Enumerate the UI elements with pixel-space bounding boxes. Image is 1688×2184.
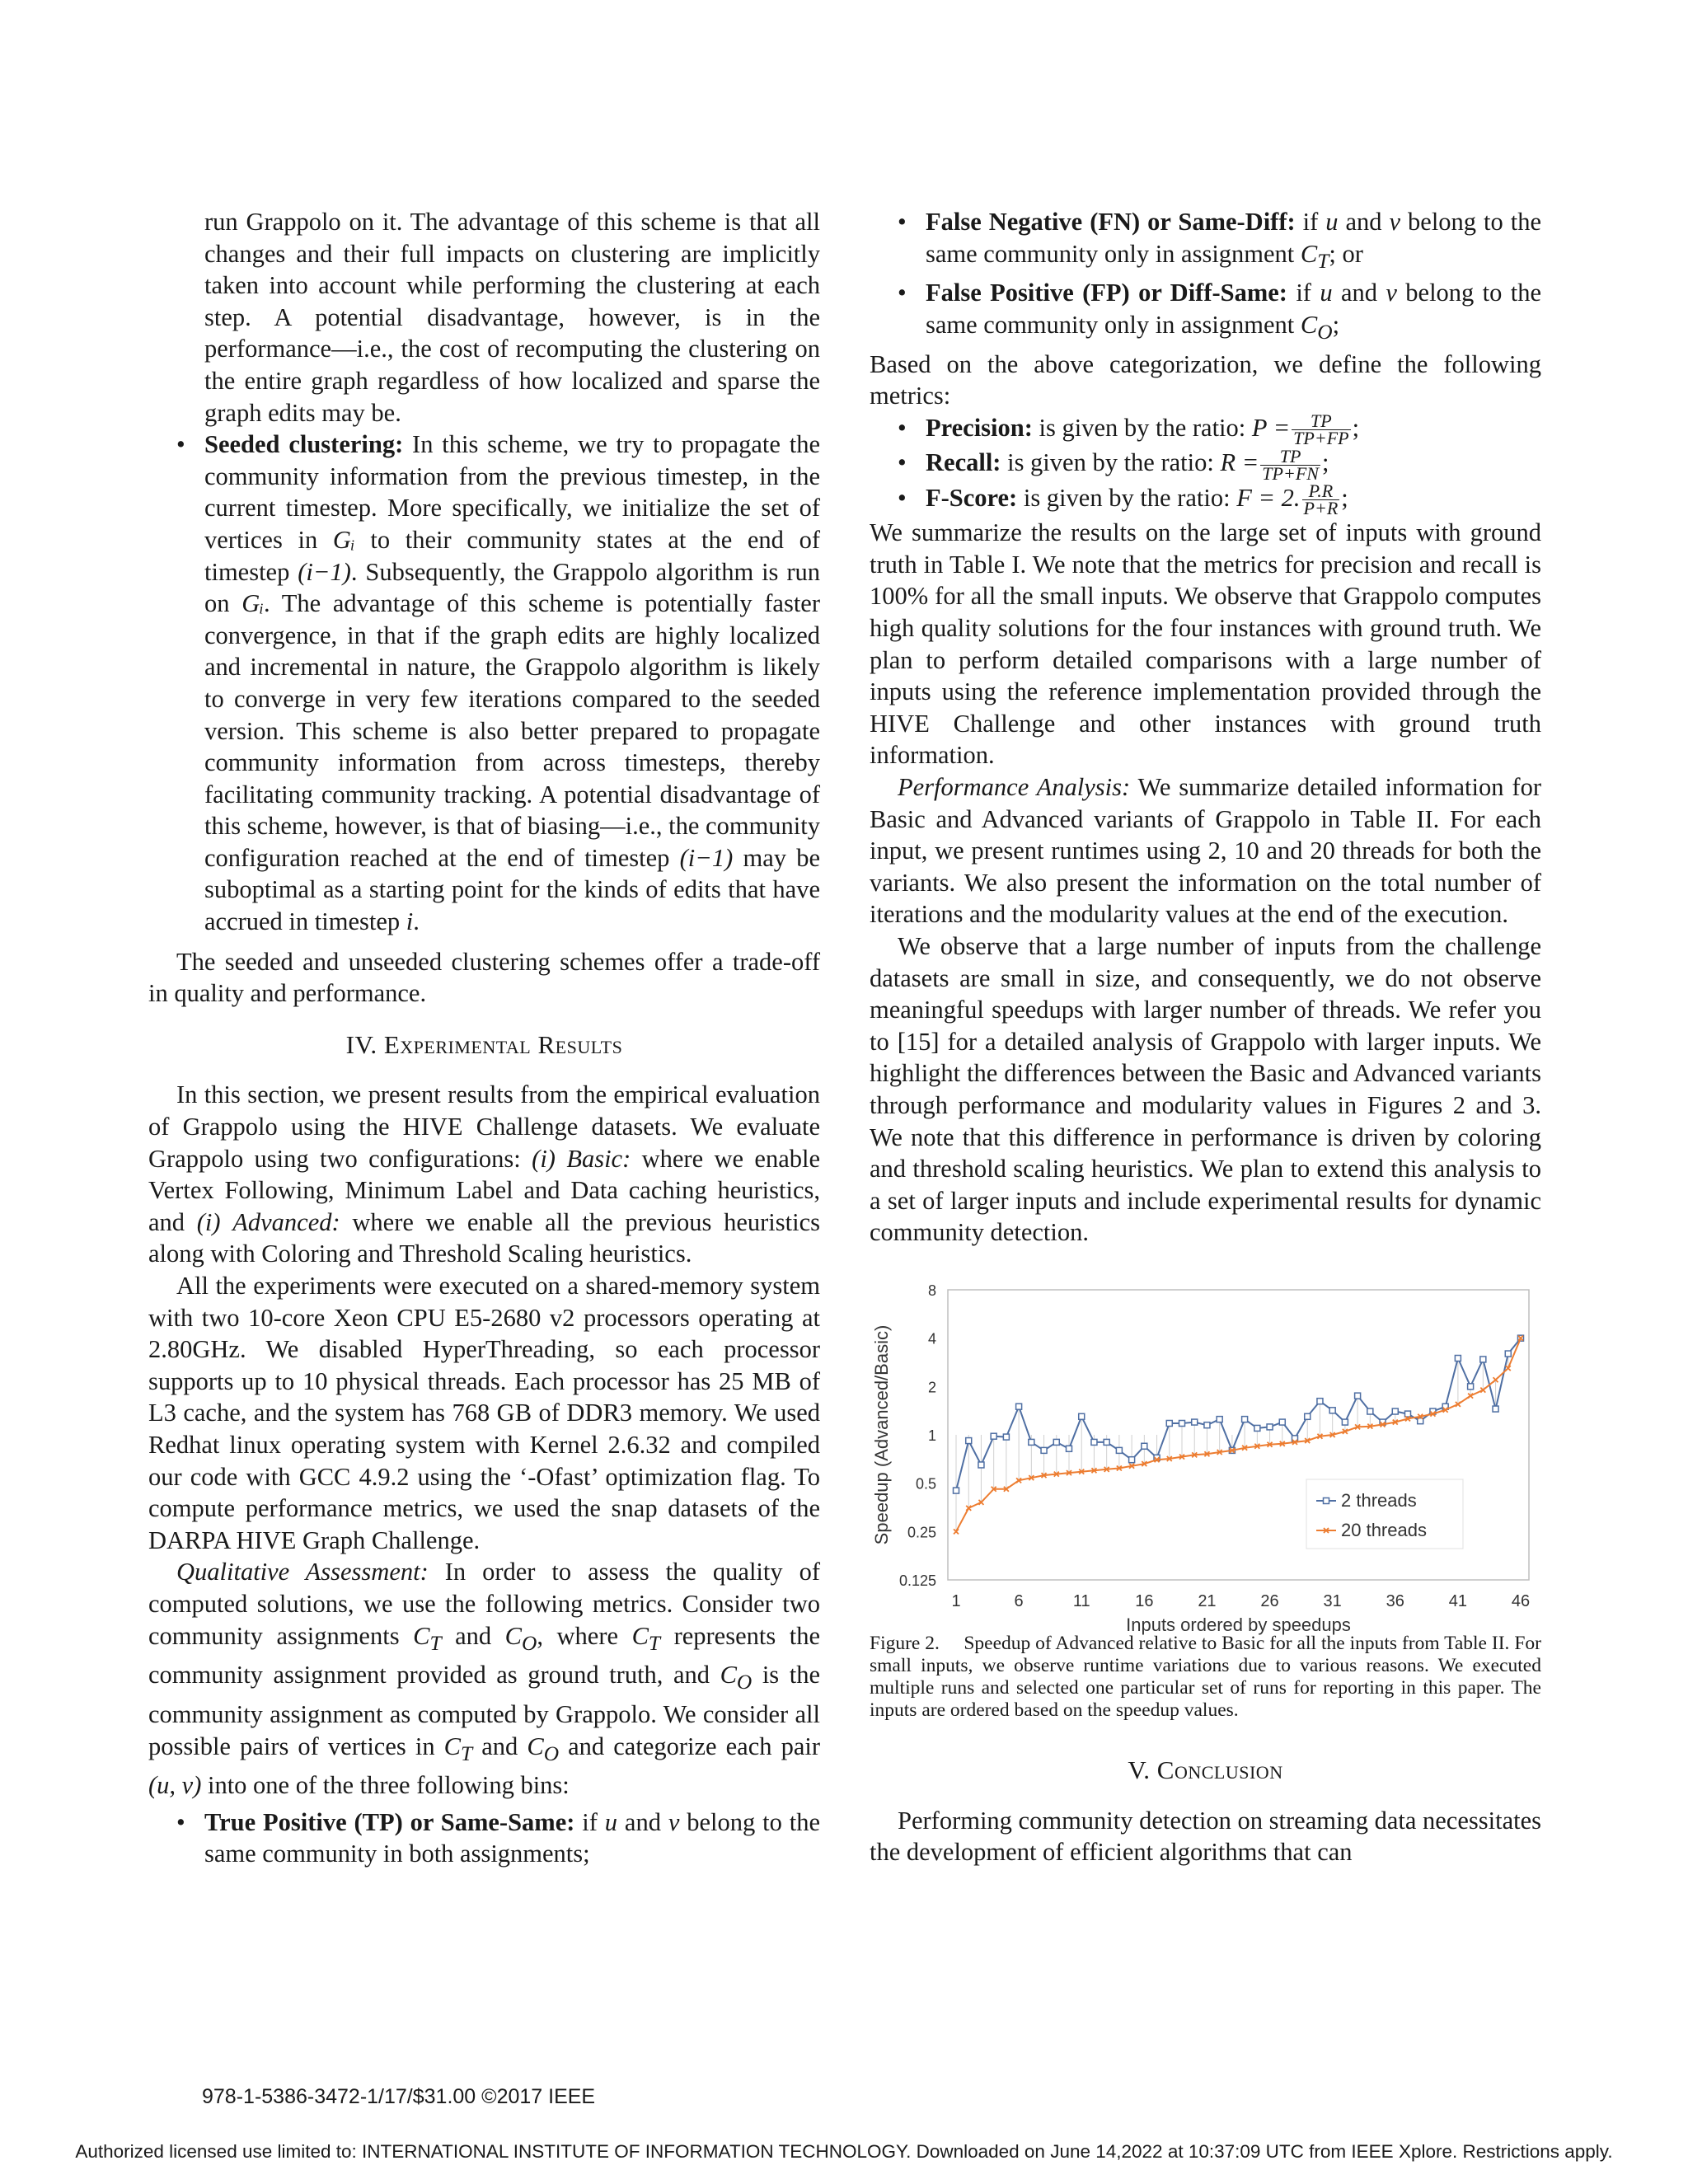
qa-text: into one of the three following bins: xyxy=(201,1771,570,1800)
fraction-denominator: TP+FN xyxy=(1262,462,1319,484)
fp-text: if xyxy=(1287,279,1320,307)
math-lhs: F = 2. xyxy=(1236,483,1301,512)
math-sub: O xyxy=(522,1631,537,1655)
qa-text: In order to assess the quality of computed solutions, we use the following metrics. Consider two community assignments xyxy=(148,1558,820,1650)
data-point-2-threads xyxy=(1392,1408,1398,1414)
seeded-text: . The advantage of this scheme is potentially faster convergence, in that if the graph edits are highly localized and incremental in nature, the Grappolo algorithm is likely to converge in very few iterations compared to the seeded version. This scheme is also better prepared to propagate community information from across timesteps, thereby facilitating community tracking. A potential disadvantage of this scheme, however, is that of biasing—i.e., the community configuration reached at the end of timestep xyxy=(204,589,820,872)
tp-text: and xyxy=(617,1807,668,1836)
data-point-2-threads xyxy=(1468,1384,1474,1390)
data-point-2-threads xyxy=(1355,1393,1361,1399)
math-uv: (u, v) xyxy=(148,1771,202,1800)
y-tick-label: 0.5 xyxy=(915,1475,936,1493)
speedup-chart xyxy=(870,1273,1541,1635)
intro-paragraph xyxy=(148,1079,820,1270)
qa-text: represents the community assignment provided as ground truth, and xyxy=(148,1621,820,1690)
math-c: C xyxy=(443,1732,461,1760)
data-point-2-threads xyxy=(991,1433,996,1439)
legend-label: 2 threads xyxy=(1341,1489,1417,1511)
math-i-label: (i) xyxy=(532,1144,556,1173)
qualitative-paragraph xyxy=(148,1556,820,1801)
section-number: V. xyxy=(1128,1755,1151,1784)
data-point-2-threads xyxy=(1053,1439,1059,1445)
seeded-text: to their community states at the end of timestep xyxy=(204,525,820,586)
summary-paragraph: We summarize the results on the large set of inputs with ground truth in Table I. We note that the metrics for precision and recall is 100% for all the small inputs. We observe that Grappolo computes high quality solutions for the four instances with ground truth. We plan to perform detailed comparisons with a large number of inputs using the reference implementation provided through the HIVE Challenge and other instances with ground truth information. xyxy=(870,518,1541,770)
performance-paragraph xyxy=(870,771,1541,930)
recall-text: is given by the ratio: xyxy=(1001,448,1221,477)
x-tick-label: 46 xyxy=(1511,1591,1531,1610)
qa-text: is the community assignment as computed by Grappolo. We consider all possible pairs of vertices in xyxy=(148,1661,821,1760)
right-column xyxy=(870,206,1541,1868)
tp-bullet xyxy=(148,1807,820,1870)
precision-fraction xyxy=(1292,410,1350,449)
legend-marker xyxy=(1324,1497,1329,1503)
qa-text: and categorize each pair xyxy=(559,1732,821,1760)
data-point-2-threads xyxy=(1367,1408,1373,1414)
footer-license: Authorized licensed use limited to: INTERNATIONAL INSTITUTE OF INFORMATION TECHNOLOGY. Downloaded on June 14,2022 at 10:37:09 UTC from IEEE Xplore. Restrictions apply. xyxy=(75,2141,1613,2162)
math-lhs: R = xyxy=(1220,448,1259,477)
seeded-text: . Subsequently, the Grappolo algorithm is run on xyxy=(204,557,820,618)
advanced-label: Advanced: xyxy=(232,1207,340,1236)
basic-label: Basic: xyxy=(566,1144,631,1173)
math-gi: Gᵢ xyxy=(241,589,265,618)
data-point-2-threads xyxy=(1142,1443,1147,1449)
math-c: C xyxy=(720,1661,737,1690)
recall-bullet xyxy=(870,447,1541,482)
data-point-2-threads xyxy=(1041,1447,1047,1453)
math-u: u xyxy=(1325,208,1339,236)
math-sub: T xyxy=(429,1631,442,1655)
data-point-2-threads xyxy=(1016,1404,1022,1409)
data-point-2-threads xyxy=(1480,1357,1486,1362)
data-point-2-threads xyxy=(1455,1355,1461,1361)
x-tick-label: 26 xyxy=(1260,1591,1279,1610)
seeded-text: In this scheme, we try to propagate the community information from the previous timestep, in the current timestep. More specifically, we initialize the set of vertices in xyxy=(204,430,820,554)
data-point-2-threads xyxy=(1267,1424,1273,1430)
x-tick-label: 41 xyxy=(1448,1591,1468,1610)
data-point-2-threads xyxy=(954,1488,959,1493)
math-sub: T xyxy=(648,1631,661,1655)
fn-text: belong to the same community only in assignment xyxy=(926,208,1541,268)
intro-text: In this section, we present results from the empirical evaluation of Grappolo using the HIVE Challenge datasets. We evaluate Grappolo using two configurations: xyxy=(148,1080,820,1173)
section-title: Conclusion xyxy=(1156,1755,1283,1784)
math-i-label: (i) xyxy=(196,1207,221,1236)
intro-text: where we enable all the previous heuristics along with Coloring and Threshold Scaling heuristics. xyxy=(148,1207,820,1268)
data-point-2-threads xyxy=(1104,1439,1109,1445)
math-gi: Gᵢ xyxy=(332,525,355,554)
fp-text: ; xyxy=(1332,310,1340,339)
punct: ; xyxy=(1341,483,1348,512)
data-point-2-threads xyxy=(1204,1422,1210,1428)
left-column xyxy=(148,206,820,1870)
math-u: u xyxy=(1320,279,1333,307)
data-point-2-threads xyxy=(966,1437,972,1443)
data-point-2-threads xyxy=(1179,1420,1185,1426)
seeded-term: Seeded clustering: xyxy=(204,430,404,459)
qa-text: and xyxy=(472,1732,528,1760)
data-point-2-threads xyxy=(1305,1413,1311,1419)
y-tick-label: 8 xyxy=(927,1282,936,1299)
data-point-2-threads xyxy=(1217,1417,1222,1422)
fn-text: ; or xyxy=(1329,239,1363,268)
pa-label: Performance Analysis: xyxy=(898,773,1131,801)
fraction-numerator: P.R xyxy=(1302,483,1340,500)
fscore-bullet xyxy=(870,482,1541,518)
math-sub: O xyxy=(543,1741,560,1765)
math-c: C xyxy=(504,1621,523,1650)
y-tick-label: 0.25 xyxy=(907,1524,936,1541)
data-point-2-threads xyxy=(1166,1420,1172,1426)
math-i: i xyxy=(406,907,414,936)
metrics-intro: Based on the above categorization, we define the following metrics: xyxy=(870,349,1541,410)
data-point-2-threads xyxy=(1129,1457,1135,1463)
y-tick-label: 1 xyxy=(927,1427,936,1444)
y-tick-label: 4 xyxy=(927,1330,936,1347)
data-point-2-threads xyxy=(1242,1417,1248,1422)
fp-term: False Positive (FP) or Diff-Same: xyxy=(926,279,1287,307)
seeded-text: . xyxy=(413,907,420,936)
data-point-2-threads xyxy=(1116,1447,1122,1453)
math-sub: T xyxy=(1317,249,1329,273)
data-point-2-threads xyxy=(1091,1439,1097,1445)
unseeded-text: run Grappolo on it. The advantage of this scheme is that all changes and their full impacts on clustering are implicitly taken into account while performing the clustering at each step. A potential disadvantage, however, is in the performance—i.e., the cost of recomputing the clustering on the entire graph regardless of how localized and sparse the graph edits may be. xyxy=(204,208,820,427)
section-5-heading xyxy=(870,1755,1541,1787)
math-v: v xyxy=(1389,208,1401,236)
fn-bullet xyxy=(870,206,1541,277)
math-sub: T xyxy=(461,1741,473,1765)
data-point-2-threads xyxy=(1254,1425,1260,1431)
data-point-2-threads xyxy=(1079,1413,1085,1419)
x-axis-label: Inputs ordered by speedups xyxy=(1126,1614,1351,1635)
footer-isbn: 978-1-5386-3472-1/17/$31.00 ©2017 IEEE xyxy=(202,2085,596,2108)
x-tick-label: 16 xyxy=(1135,1591,1154,1610)
fscore-term: F-Score: xyxy=(926,483,1018,512)
qa-text: and xyxy=(441,1621,505,1650)
punct: ; xyxy=(1352,413,1360,442)
data-point-2-threads xyxy=(1317,1399,1323,1404)
x-tick-label: 11 xyxy=(1072,1591,1090,1610)
figure-2 xyxy=(870,1273,1541,1635)
legend-label: 20 threads xyxy=(1341,1519,1427,1540)
fraction-numerator: TP xyxy=(1292,413,1350,430)
tradeoff-paragraph: The seeded and unseeded clustering schemes offer a trade-off in quality and performance. xyxy=(148,947,820,1008)
math-i-minus-1: (i−1) xyxy=(679,843,734,872)
math-c: C xyxy=(1300,310,1318,339)
fraction-numerator: TP xyxy=(1260,448,1320,466)
qa-text: , where xyxy=(537,1621,632,1650)
math-i-minus-1: (i−1) xyxy=(298,557,351,586)
tp-text: if xyxy=(574,1807,605,1836)
section-number: IV. xyxy=(345,1029,377,1059)
data-point-2-threads xyxy=(1493,1406,1498,1412)
qa-label: Qualitative Assessment: xyxy=(176,1558,429,1586)
data-point-2-threads xyxy=(978,1462,984,1468)
math-c: C xyxy=(631,1621,649,1650)
fp-bullet xyxy=(870,277,1541,348)
math-sub: O xyxy=(1317,320,1333,344)
section-4-heading xyxy=(148,1029,820,1062)
math-v: v xyxy=(668,1807,680,1836)
x-tick-label: 36 xyxy=(1386,1591,1404,1610)
intro-text: where we enable Vertex Following, Minimum Label and Data caching heuristics, and xyxy=(148,1144,820,1236)
data-point-2-threads xyxy=(1505,1351,1511,1357)
fraction-denominator: P+R xyxy=(1303,498,1339,519)
fp-text: belong to the same community only in assignment xyxy=(926,279,1542,339)
seeded-text: may be suboptimal as a starting point for the kinds of edits that have accrued in timestep xyxy=(204,843,820,936)
math-u: u xyxy=(604,1807,618,1836)
x-tick-label: 21 xyxy=(1198,1591,1217,1610)
math-c: C xyxy=(413,1621,430,1650)
recall-fraction xyxy=(1260,445,1320,484)
recall-term: Recall: xyxy=(926,448,1001,477)
data-point-2-threads xyxy=(1342,1419,1348,1425)
figure-caption: Figure 2. Speedup of Advanced relative to Basic for all the inputs from Table II. For small inputs, we observe runtime variations due to various reasons. We executed multiple runs and selected one particular set of runs for reporting in this paper. The inputs are ordered based on the speedup values. xyxy=(870,1632,1541,1721)
data-point-2-threads xyxy=(1067,1446,1072,1451)
precision-term: Precision: xyxy=(926,413,1033,442)
precision-bullet xyxy=(870,412,1541,448)
math-sub: O xyxy=(736,1671,753,1694)
conclusion-paragraph: Performing community detection on streaming data necessitates the development of efficient algorithms that can xyxy=(870,1806,1541,1867)
experiments-paragraph: All the experiments were executed on a shared-memory system with two 10-core Xeon CPU E5-2680 v2 processors operating at 2.80GHz. We disabled HyperThreading, so each processor supports up to 10 physical threads. Each processor has 25 MB of L3 cache, and the system has 768 GB of DDR3 memory. We used Redhat linux operating system with Kernel 2.6.32 and compiled our code with GCC 4.9.2 using the ‘-Ofast’ optimization flag. To compute performance metrics, we used the snap datasets of the DARPA HIVE Graph Challenge. xyxy=(148,1272,820,1554)
tp-term: True Positive (TP) or Same-Same: xyxy=(204,1807,575,1836)
data-point-2-threads xyxy=(1329,1408,1335,1413)
pa-text: We summarize detailed information for Basic and Advanced variants of Grappolo in Table II. For each input, we present runtimes using 2, 10 and 20 threads for both the variants. We also present the information on the total number of iterations and the modularity values at the end of the execution. xyxy=(870,773,1541,929)
math-lhs: P = xyxy=(1251,413,1291,442)
seeded-bullet xyxy=(148,429,820,938)
math-v: v xyxy=(1386,279,1397,307)
math-c: C xyxy=(527,1732,544,1760)
precision-text: is given by the ratio: xyxy=(1032,413,1252,442)
fn-text: and xyxy=(1338,208,1390,236)
tp-text: belong to the same community in both assignments; xyxy=(204,1807,820,1868)
y-axis-label: Speedup (Advanced/Basic) xyxy=(871,1324,892,1545)
fp-text: and xyxy=(1332,279,1386,307)
x-tick-label: 31 xyxy=(1323,1591,1342,1610)
x-tick-label: 6 xyxy=(1014,1591,1024,1610)
punct: ; xyxy=(1321,448,1329,477)
data-point-2-threads xyxy=(1003,1434,1009,1440)
y-tick-label: 2 xyxy=(927,1379,936,1396)
data-point-2-threads xyxy=(1192,1419,1198,1425)
observe-paragraph: We observe that a large number of inputs from the challenge datasets are small in size, and consequently, we do not observe meaningful speedups with larger number of threads. We refer you to [15] for a detailed analysis of Grappolo with larger inputs. We highlight the differences between the Basic and Advanced variants through performance and modularity values in Figures 2 and 3. We note that this difference in performance is driven by coloring and threshold scaling heuristics. We plan to extend this analysis to a set of larger inputs and include experimental results for dynamic community detection. xyxy=(870,931,1541,1247)
fscore-fraction xyxy=(1302,480,1340,519)
fn-text: if xyxy=(1295,208,1326,236)
section-title: Experimental Results xyxy=(383,1029,623,1059)
fn-term: False Negative (FN) or Same-Diff: xyxy=(926,208,1296,236)
fscore-text: is given by the ratio: xyxy=(1017,483,1237,512)
y-tick-label: 0.125 xyxy=(898,1572,936,1589)
unseeded-paragraph xyxy=(148,206,820,429)
data-point-2-threads xyxy=(1279,1419,1285,1425)
data-point-2-threads xyxy=(1029,1439,1034,1445)
x-tick-label: 1 xyxy=(951,1591,961,1610)
math-c: C xyxy=(1300,239,1318,268)
fraction-denominator: TP+FP xyxy=(1293,428,1349,449)
